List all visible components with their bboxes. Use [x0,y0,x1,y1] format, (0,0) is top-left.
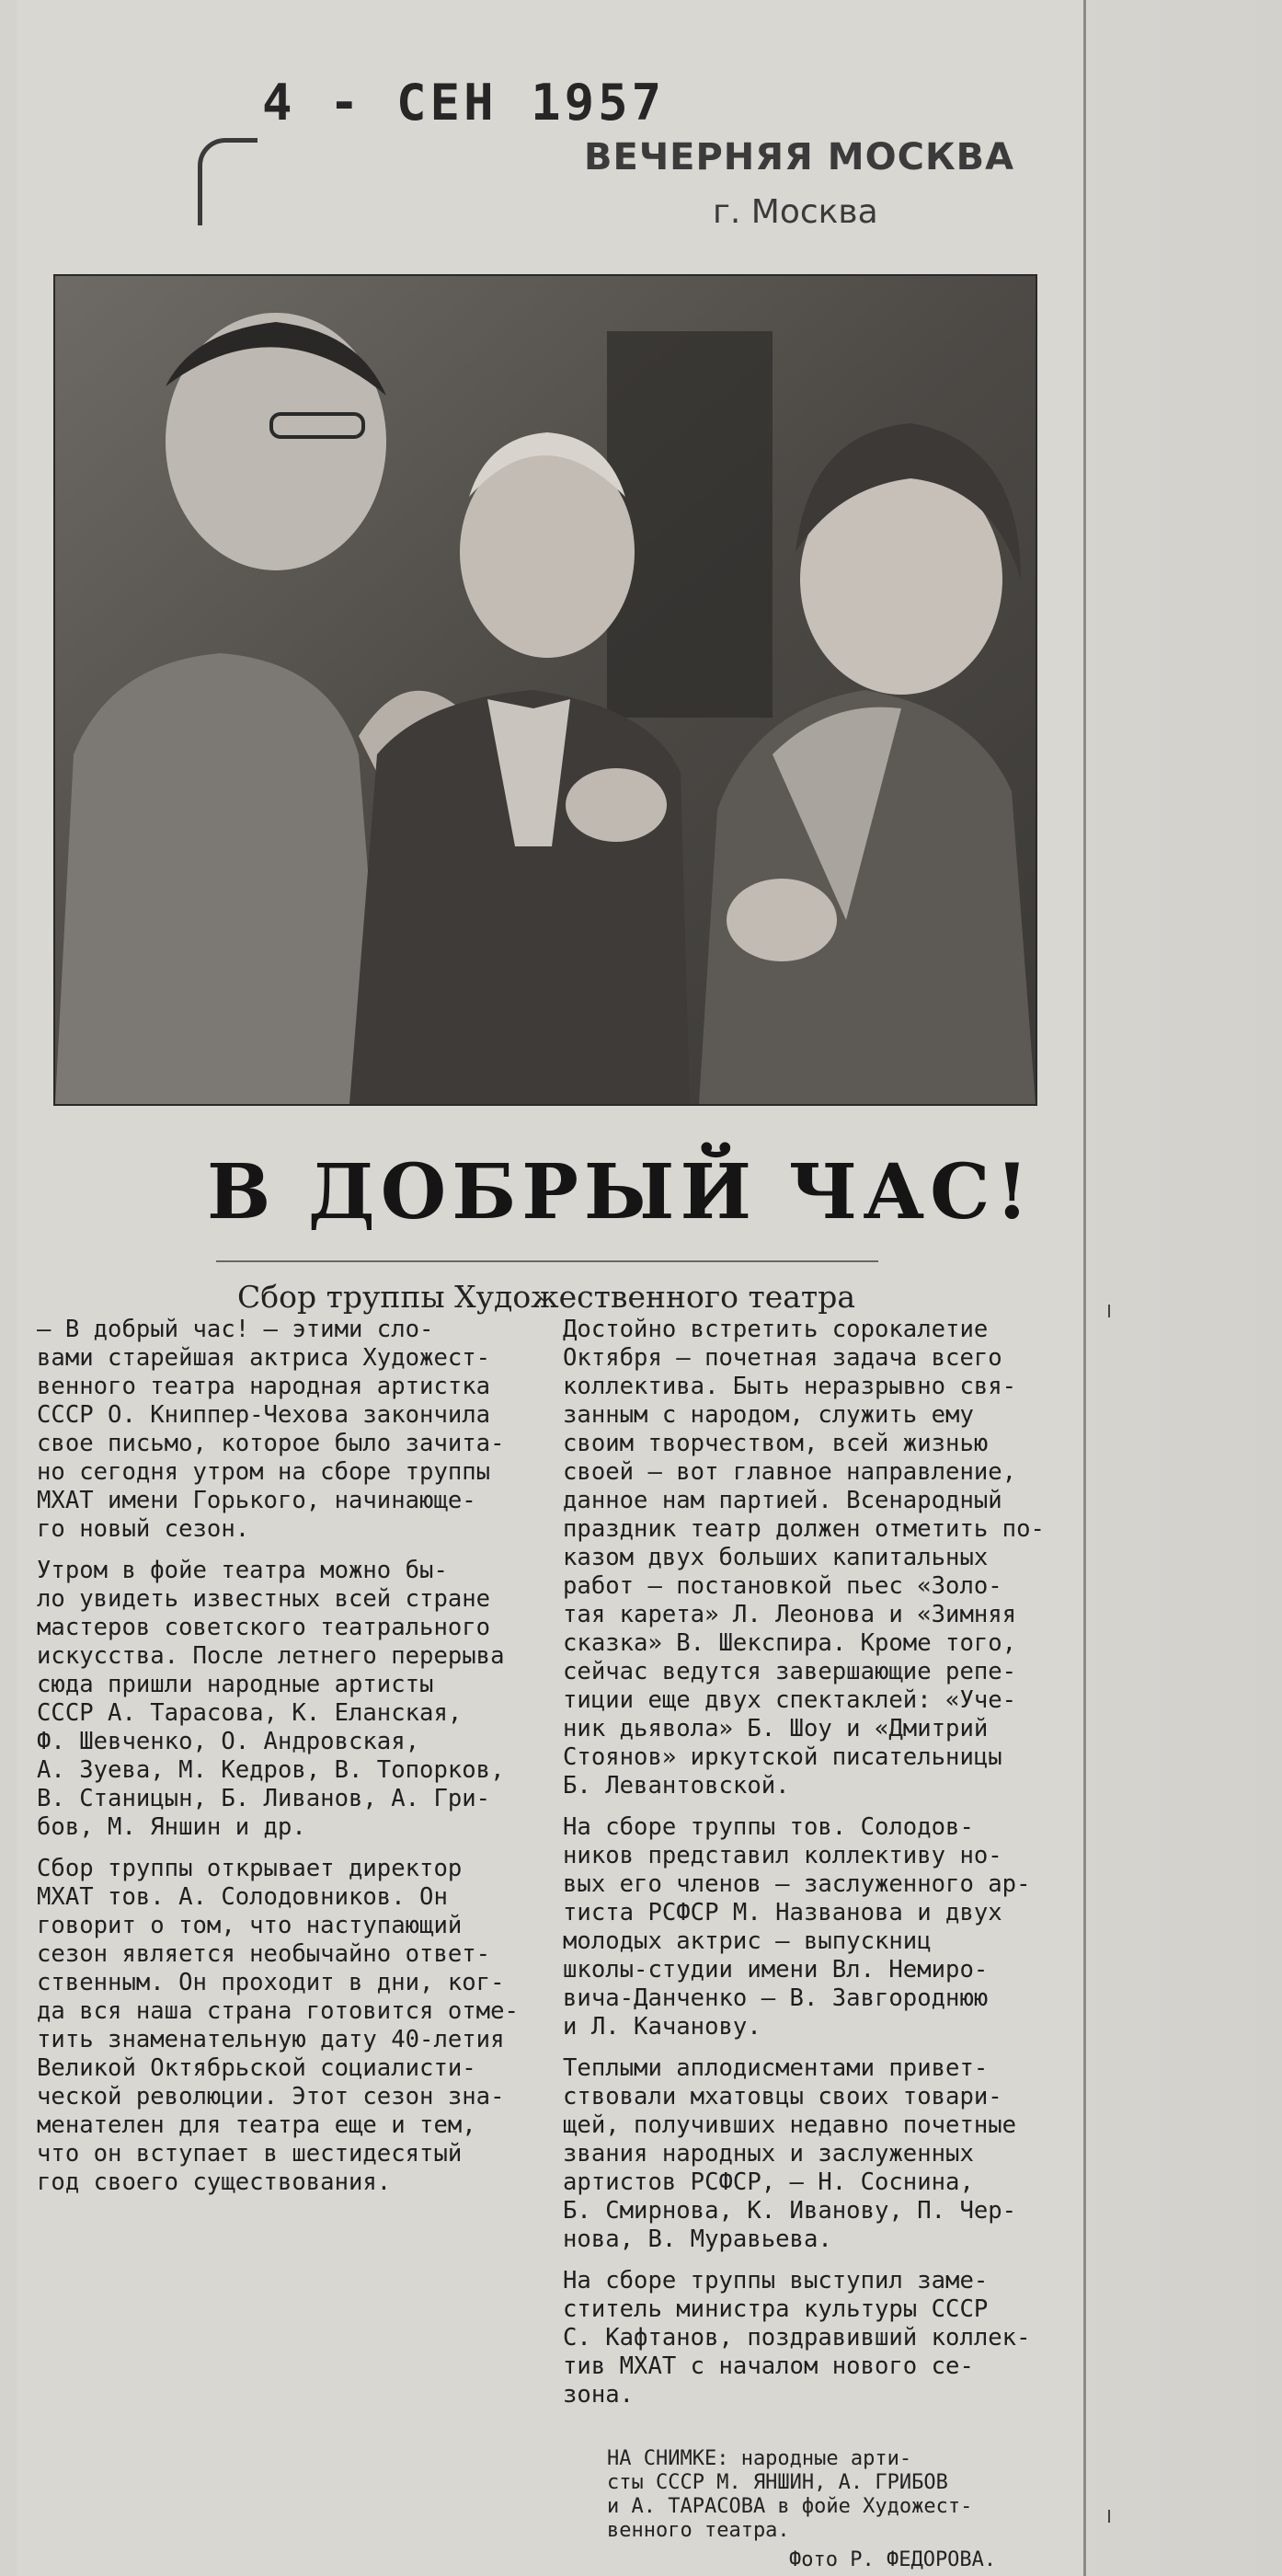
article-right-column [563,1316,1096,2422]
newspaper-name-stamp: ВЕЧЕРНЯЯ МОСКВА [584,136,1015,178]
paragraph: На сборе труппы выступил заме- ститель министра культуры СССР С. Кафтанов, поздравивший коллек- тив МХАТ с началом нового се- зона. [563,2267,1031,2409]
margin-mark [1108,2510,1110,2523]
pen-mark-icon [198,138,258,225]
photo-credit: Фото Р. ФЕДОРОВА. [789,2548,997,2571]
article-left-column [37,1316,552,2210]
paragraph: Теплыми аплодисментами привет- ствовали мхатовцы своих товари- щей, получивших недавно почетные звания народных и заслуженных артистов РСФСР, — Н. Соснина, Б. Смирнова, К. Иванову, П. Чер- нова, В. Муравьева. [563,2054,1017,2253]
headline-divider [216,1260,878,1262]
article-headline: В ДОБРЫЙ ЧАС! [207,1148,1035,1236]
article-photo [53,274,1037,1106]
paragraph: Сбор труппы открывает директор МХАТ тов. А. Солодовников. Он говорит о том, что наступающий сезон является необычайно ответ- ственным. Он проходит в дни, ког- да вся наша страна готовится отме- тить знаменательную дату 40-летия Великой Октябрьской социалисти- ческой революции. Этот сезон зна- менателен для театра еще и тем, что он вступает в шестидесятый год своего существования. [37,1855,519,2196]
paragraph: — В добрый час! — этими сло- вами старейшая актриса Художест- венного театра народная артистка СССР О. Книппер-Чехова закончила свое письмо, которое было зачита- но сегодня утром на сборе труппы МХАТ имени Горького, начинающе- го новый сезон. [37,1316,505,1543]
caption-text: НА СНИМКЕ: народные арти- сты СССР М. ЯНШИН, А. ГРИБОВ и А. ТАРАСОВА в фойе Художест- венного театра. [607,2447,973,2542]
paragraph: Достойно встретить сорокалетие Октября — почетная задача всего коллектива. Быть неразрывно свя- занным с народом, служить ему своим творчеством, всей жизнью своей — вот главное направление, данное нам партией. Всенародный праздник театр должен отметить по- казом двух больших капитальных работ — постановкой пьес «Золо- тая карета» Л. Леонова и «Зимняя сказка» В. Шекспира. Кроме того, сейчас ведутся завершающие репе- тиции еще двух спектаклей: «Уче- ник дьявола» Б. Шоу и «Дмитрий Стоянов» иркутской писательницы Б. Левантовской. [563,1316,1045,1800]
city-stamp: г. Москва [713,193,878,231]
date-stamp: 4 - СЕН 1957 [262,74,666,132]
paragraph: Утром в фойе театра можно бы- ло увидеть известных всей стране мастеров советского театрального искусства. После летнего перерыва сюда пришли народные артисты СССР А. Тарасова, К. Еланская, Ф. Шевченко, О. Андровская, А. Зуева, М. Кедров, В. Топорков, В. Станицын, Б. Ливанов, А. Гри- бов, М. Яншин и др. [37,1557,505,1841]
margin-mark [1108,1305,1110,1317]
photo-caption [607,2447,1094,2543]
article-subheadline: Сбор труппы Художественного театра [237,1279,855,1315]
paragraph: На сборе труппы тов. Солодов- ников представил коллективу но- вых его членов — заслуженного ар- тиста РСФСР М. Названова и двух молодых актрис — выпускниц школы-студии имени Вл. Немиро- вича-Данченко — В. Завгороднюю и Л. Качанову. [563,1813,1031,2041]
photo-three-people-icon [55,276,1036,1104]
